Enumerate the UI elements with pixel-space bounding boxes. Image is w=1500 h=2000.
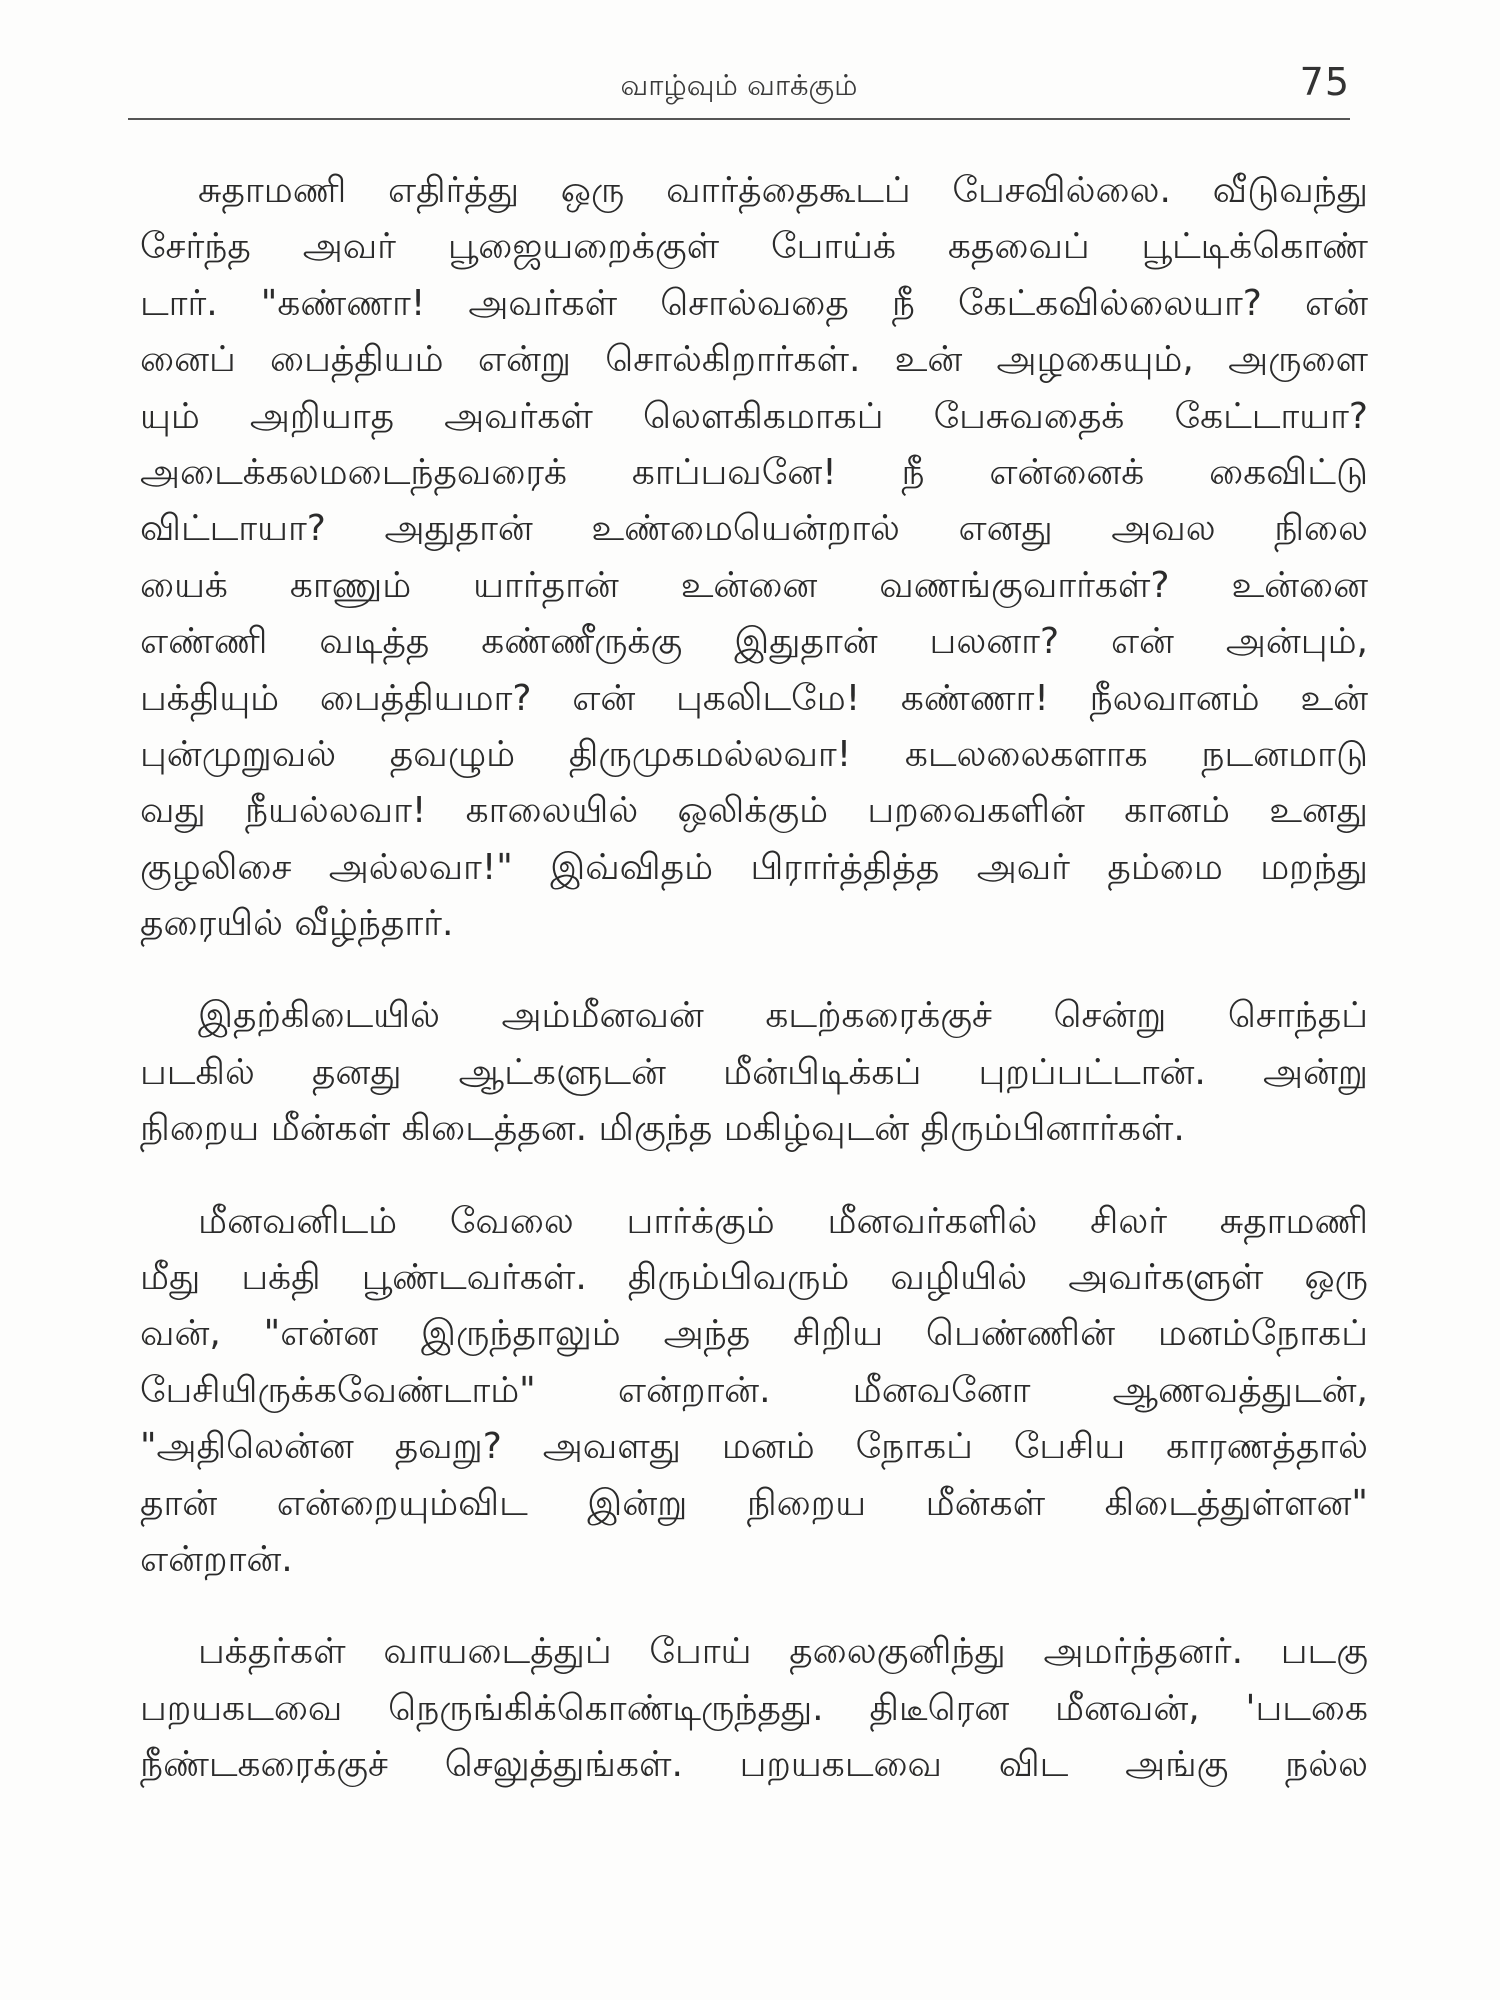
text-line: குழலிசை அல்லவா!" இவ்விதம் பிரார்த்தித்த அவர் தம்மை மறந்து xyxy=(140,846,1368,888)
paragraph-3 xyxy=(140,1194,1368,1589)
paragraph-1 xyxy=(140,163,1368,952)
text-line: டார். "கண்ணா! அவர்கள் சொல்வதை நீ கேட்கவில்லையா? என் xyxy=(140,282,1368,324)
page-number: 75 xyxy=(1299,60,1350,104)
text-line: தான் என்றையும்விட இன்று நிறைய மீன்கள் கிடைத்துள்ளன" xyxy=(140,1482,1368,1524)
header-rule xyxy=(128,118,1350,120)
text-line: னைப் பைத்தியம் என்று சொல்கிறார்கள். உன் அழகையும், அருளை xyxy=(140,339,1368,381)
running-title: வாழ்வும் வாக்கும் xyxy=(620,68,858,102)
text-line: யைக் காணும் யார்தான் உன்னை வணங்குவார்கள்? உன்னை xyxy=(140,564,1368,606)
text-line: விட்டாயா? அதுதான் உண்மையென்றால் எனது அவல நிலை xyxy=(140,508,1368,550)
text-line: பக்தர்கள் வாயடைத்துப் போய் தலைகுனிந்து அமர்ந்தனர். படகு xyxy=(198,1631,1368,1673)
text-line: பக்தியும் பைத்தியமா? என் புகலிடமே! கண்ணா! நீலவானம் உன் xyxy=(140,677,1368,719)
text-line: பறயகடவை நெருங்கிக்கொண்டிருந்தது. திடீரென மீனவன், 'படகை xyxy=(140,1687,1368,1729)
text-line: சேர்ந்த அவர் பூஜையறைக்குள் போய்க் கதவைப் பூட்டிக்கொண் xyxy=(140,226,1368,268)
text-line: யும் அறியாத அவர்கள் லௌகிகமாகப் பேசுவதைக் கேட்டாயா? xyxy=(140,395,1368,437)
text-line: அடைக்கலமடைந்தவரைக் காப்பவனே! நீ என்னைக் கைவிட்டு xyxy=(140,451,1368,493)
paragraph-2 xyxy=(140,988,1368,1157)
text-line: தரையில் வீழ்ந்தார். xyxy=(140,903,454,945)
text-line: என்றான். xyxy=(140,1538,293,1580)
text-line: வன், "என்ன இருந்தாலும் அந்த சிறிய பெண்ணின் மனம்நோகப் xyxy=(140,1313,1368,1355)
text-line: நிறைய மீன்கள் கிடைத்தன. மிகுந்த மகிழ்வுடன் திரும்பினார்கள். xyxy=(140,1108,1185,1150)
text-line: எண்ணி வடித்த கண்ணீருக்கு இதுதான் பலனா? என் அன்பும், xyxy=(140,621,1368,663)
text-line: நீண்டகரைக்குச் செலுத்துங்கள். பறயகடவை விட அங்கு நல்ல xyxy=(140,1744,1368,1786)
text-line: மீது பக்தி பூண்டவர்கள். திரும்பிவரும் வழியில் அவர்களுள் ஒரு xyxy=(140,1257,1368,1299)
text-line: சுதாமணி எதிர்த்து ஒரு வார்த்தைகூடப் பேசவில்லை. வீடுவந்து xyxy=(198,170,1368,211)
text-line: படகில் தனது ஆட்களுடன் மீன்பிடிக்கப் புறப்பட்டான். அன்று xyxy=(140,1051,1368,1093)
body-text xyxy=(140,163,1368,1830)
text-line: வது நீயல்லவா! காலையில் ஒலிக்கும் பறவைகளின் கானம் உனது xyxy=(140,790,1368,832)
text-line: புன்முறுவல் தவழும் திருமுகமல்லவா! கடலலைகளாக நடனமாடு xyxy=(140,733,1368,775)
text-line: "அதிலென்ன தவறு? அவளது மனம் நோகப் பேசிய காரணத்தால் xyxy=(140,1426,1368,1468)
text-line: இதற்கிடையில் அம்மீனவன் கடற்கரைக்குச் சென்று சொந்தப் xyxy=(198,995,1368,1037)
text-line: மீனவனிடம் வேலை பார்க்கும் மீனவர்களில் சிலர் சுதாமணி xyxy=(198,1200,1368,1242)
text-line: பேசியிருக்கவேண்டாம்" என்றான். மீனவனோ ஆணவத்துடன், xyxy=(140,1369,1368,1411)
running-header xyxy=(128,58,1350,118)
paragraph-4 xyxy=(140,1624,1368,1793)
